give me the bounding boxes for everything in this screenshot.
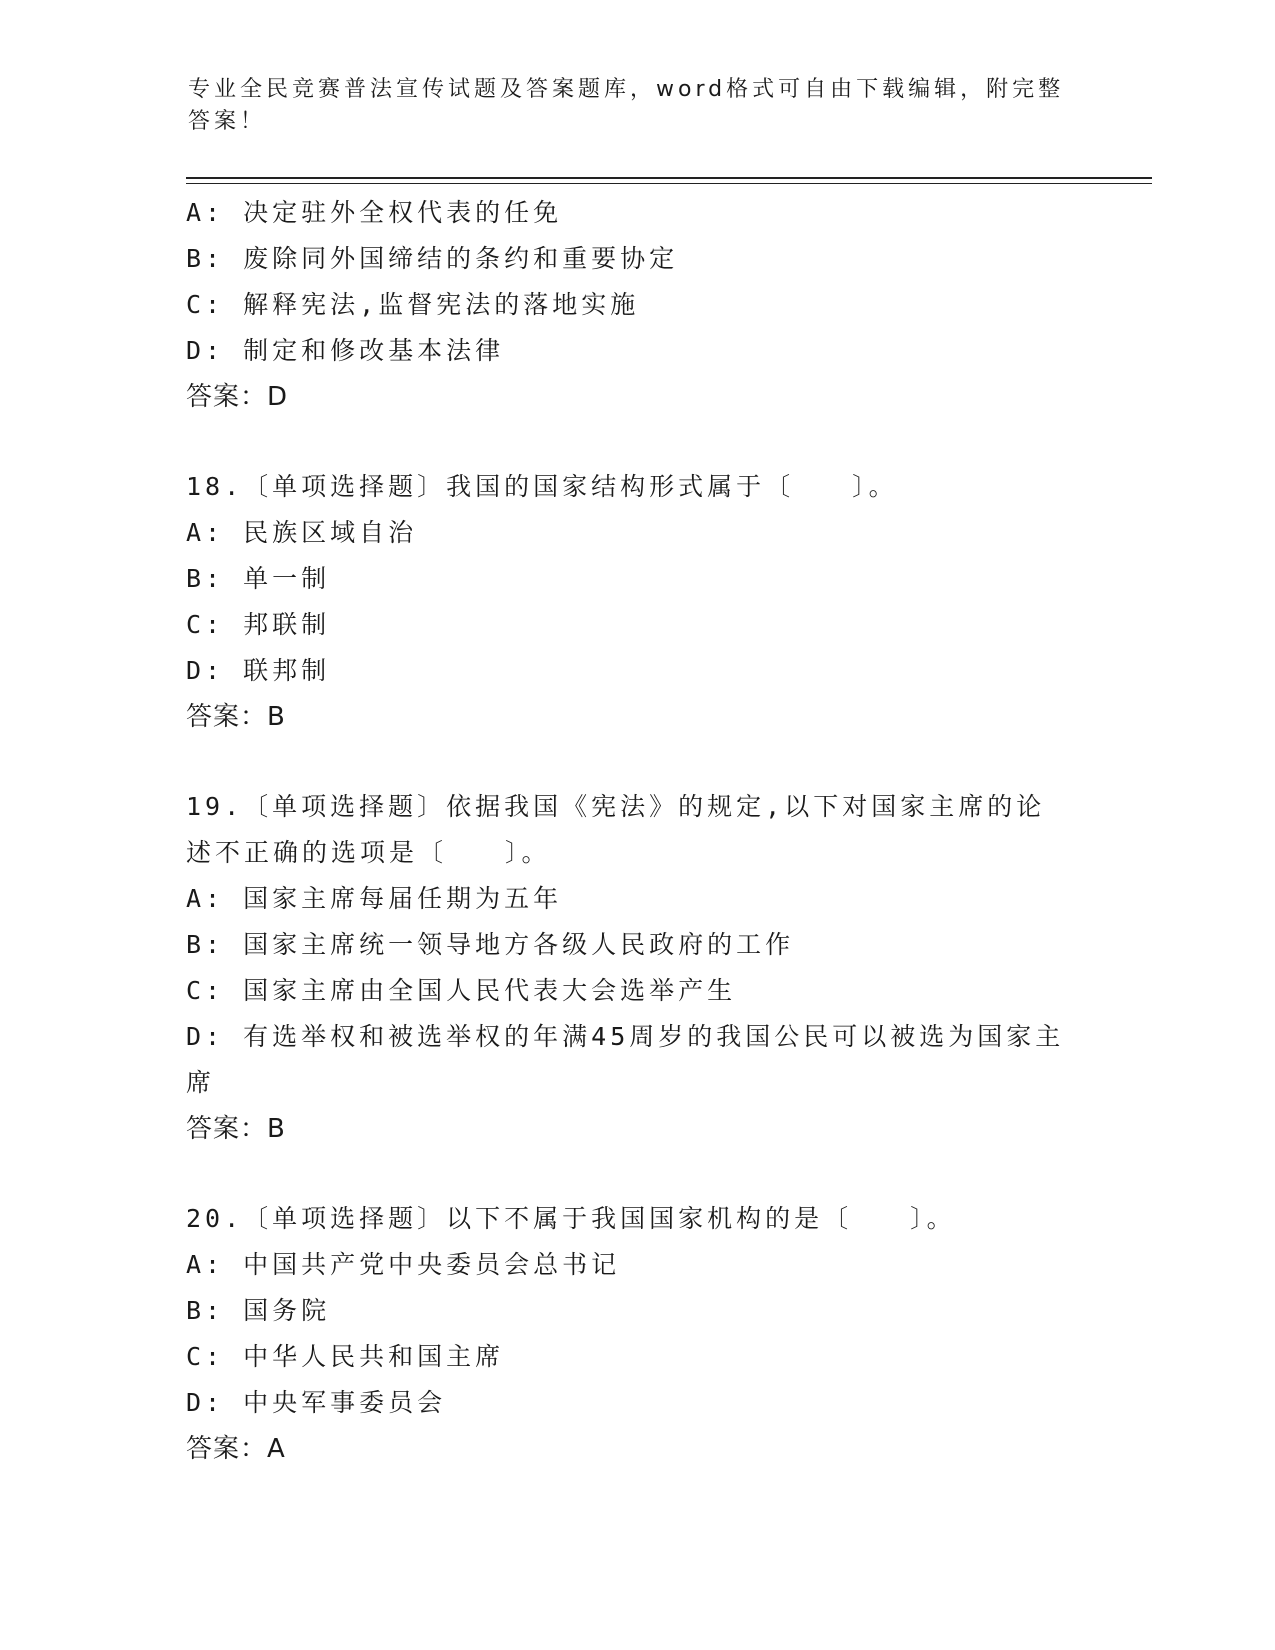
answer: 答案：B [186, 1114, 286, 1144]
option-d: D: 有选举权和被选举权的年满45周岁的我国公民可以被选为国家主席 [186, 1022, 1065, 1097]
option-a: A: 民族区域自治 [186, 518, 418, 547]
option-c: C: 邦联制 [186, 610, 331, 639]
question-list [186, 190, 1066, 1472]
question-text: 18.〔单项选择题〕我国的国家结构形式属于〔 〕。 [186, 472, 898, 501]
option-d: D: 中央军事委员会 [186, 1388, 447, 1417]
question-19 [186, 784, 1066, 1152]
answer: 答案：B [186, 702, 286, 732]
option-c: C: 国家主席由全国人民代表大会选举产生 [186, 976, 737, 1005]
question-18 [186, 464, 1066, 740]
option-c: C: 解释宪法,监督宪法的落地实施 [186, 290, 640, 319]
question-text: 20.〔单项选择题〕以下不属于我国国家机构的是〔 〕。 [186, 1204, 956, 1233]
header-divider-thick [186, 177, 1152, 179]
option-b: B: 国家主席统一领导地方各级人民政府的工作 [186, 930, 795, 959]
page-header: 专业全民竞赛普法宣传试题及答案题库，word格式可自由下载编辑，附完整答案！ [188, 77, 1065, 134]
option-a: A: 中国共产党中央委员会总书记 [186, 1250, 621, 1279]
header-divider-thin [186, 183, 1152, 184]
option-b: B: 废除同外国缔结的条约和重要协定 [186, 244, 679, 273]
question-20 [186, 1196, 1066, 1472]
option-a: A: 决定驻外全权代表的任免 [186, 198, 563, 227]
option-b: B: 单一制 [186, 564, 331, 593]
answer: 答案：D [186, 382, 289, 412]
answer: 答案：A [186, 1434, 286, 1464]
question-text: 19.〔单项选择题〕依据我国《宪法》的规定,以下对国家主席的论述不正确的选项是〔 〕。 [186, 792, 1046, 867]
question-17-tail [186, 190, 1066, 420]
option-d: D: 联邦制 [186, 656, 331, 685]
option-d: D: 制定和修改基本法律 [186, 336, 505, 365]
option-a: A: 国家主席每届任期为五年 [186, 884, 563, 913]
option-b: B: 国务院 [186, 1296, 331, 1325]
option-c: C: 中华人民共和国主席 [186, 1342, 505, 1371]
